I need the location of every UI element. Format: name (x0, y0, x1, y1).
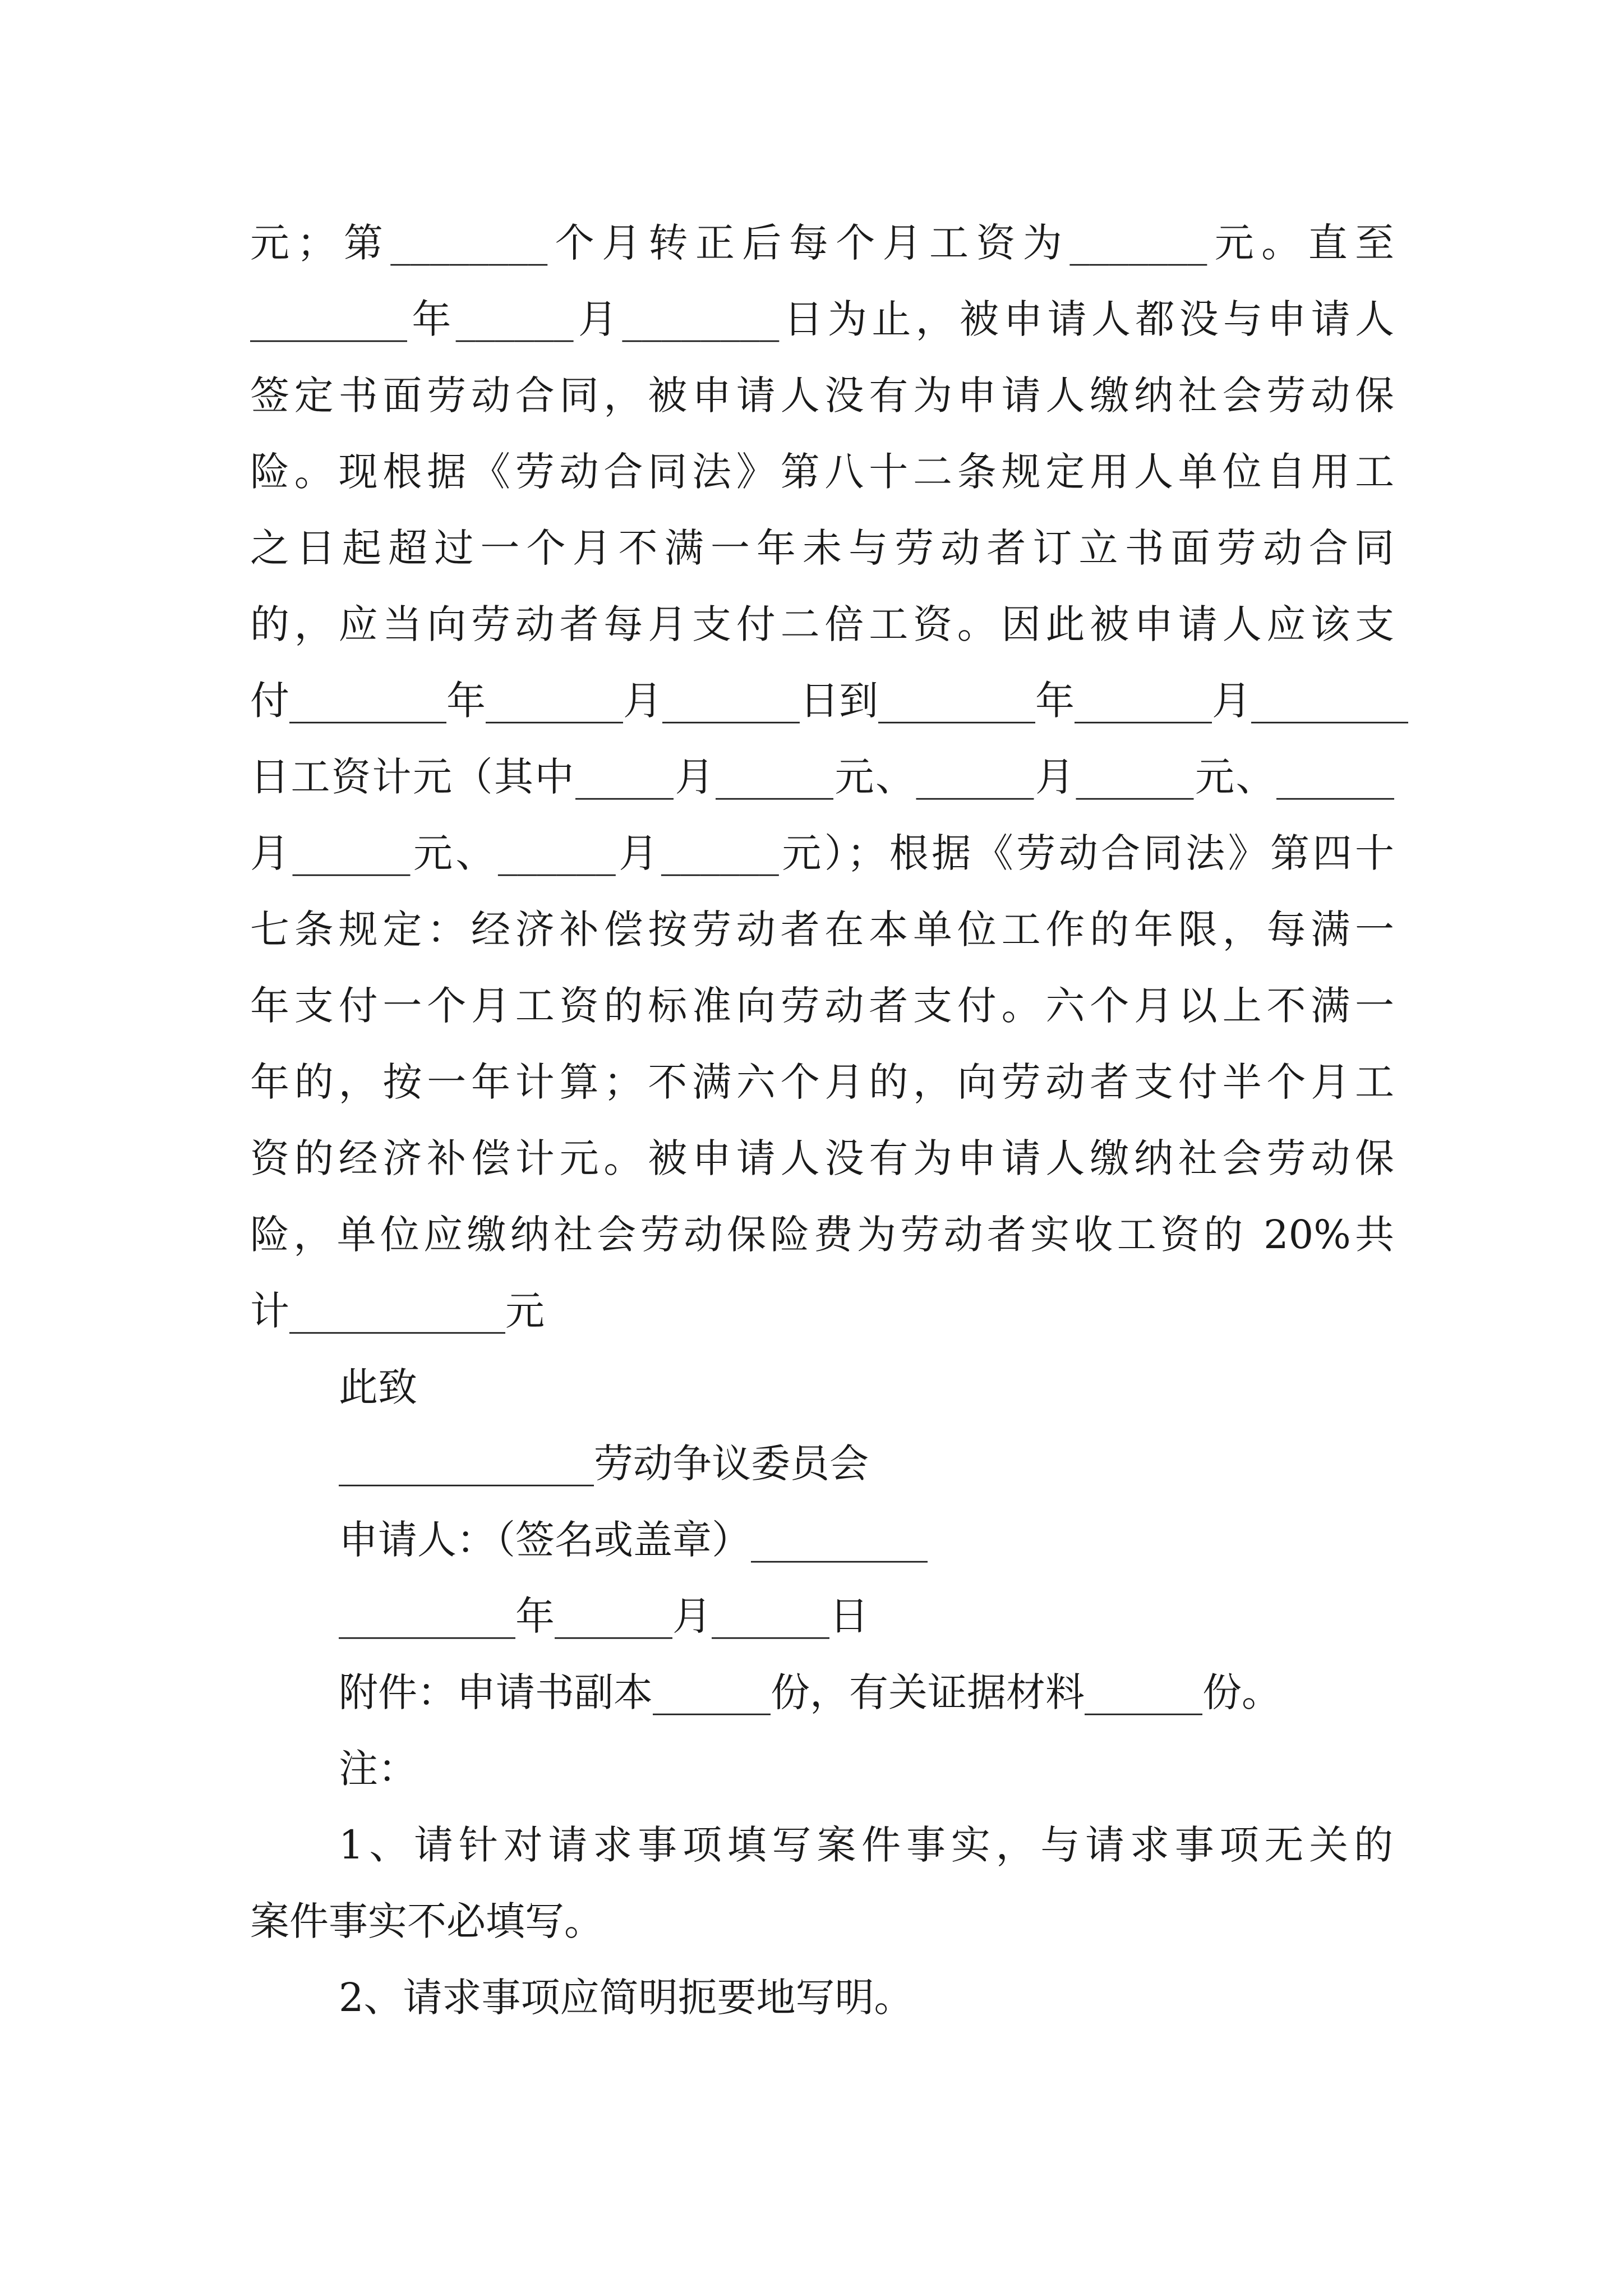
salutation: 此致 (339, 1364, 417, 1410)
body-line: 日工资计元（其中_____月______元、______月______元、______ (250, 754, 1394, 800)
attachments-line: 附件：申请书副本______份，有关证据材料______份。 (339, 1669, 1281, 1715)
body-line: 元；第________个月转正后每个月工资为_______元。直至 (250, 220, 1394, 266)
date-line: _________年______月______日 (339, 1593, 869, 1639)
notes-heading: 注： (339, 1746, 417, 1792)
body-line: ________年______月________日为止，被申请人都没与申请人 (250, 296, 1394, 342)
body-line: 资的经济补偿计元。被申请人没有为申请人缴纳社会劳动保 (250, 1135, 1394, 1181)
body-line: 险，单位应缴纳社会劳动保险费为劳动者实收工资的 20%共 (250, 1212, 1394, 1258)
note-2: 2、请求事项应简明扼要地写明。 (339, 1975, 914, 2021)
body-line: 签定书面劳动合同，被申请人没有为申请人缴纳社会劳动保 (250, 372, 1394, 418)
addressee: _____________劳动争议委员会 (339, 1441, 869, 1487)
body-line: 七条规定：经济补偿按劳动者在本单位工作的年限，每满一 (250, 907, 1394, 953)
note-1-line-1: 1、请针对请求事项填写案件事实，与请求事项无关的 (339, 1822, 1393, 1868)
body-line: 月______元、______月______元）；根据《劳动合同法》第四十 (250, 830, 1394, 876)
body-line: 年支付一个月工资的标准向劳动者支付。六个月以上不满一 (250, 983, 1394, 1029)
body-line: 计___________元 (250, 1288, 545, 1334)
body-line: 之日起超过一个月不满一年未与劳动者订立书面劳动合同 (250, 525, 1394, 571)
body-line: 险。现根据《劳动合同法》第八十二条规定用人单位自用工 (250, 449, 1394, 495)
body-line: 年的，按一年计算；不满六个月的，向劳动者支付半个月工 (250, 1059, 1394, 1105)
body-line: 的，应当向劳动者每月支付二倍工资。因此被申请人应该支 (250, 601, 1394, 647)
note-1-line-2: 案件事实不必填写。 (250, 1898, 603, 1944)
signature-line: 申请人：（签名或盖章）_________ (339, 1517, 928, 1563)
body-line: 付________年_______月_______日到________年_______月________ (250, 678, 1408, 724)
